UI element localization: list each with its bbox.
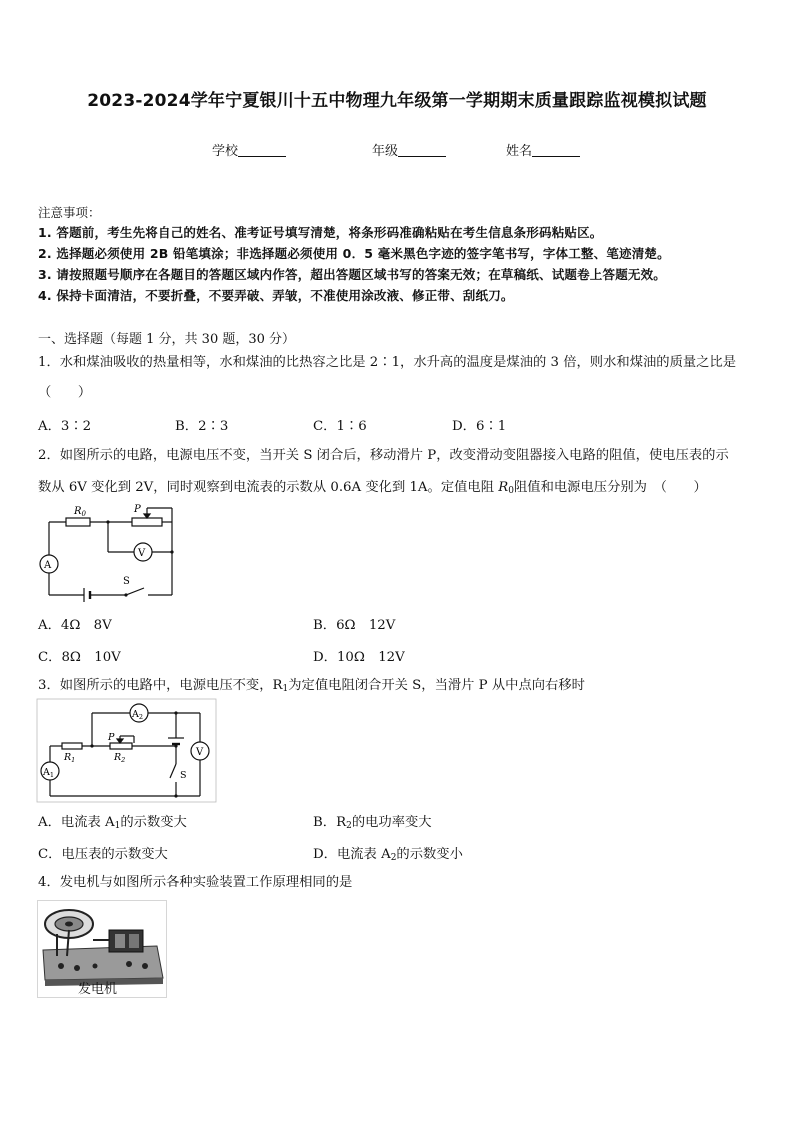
q1-option-c: C．1∶6 <box>313 419 367 434</box>
generator-image <box>37 900 167 998</box>
q1-option-b: B．2∶3 <box>175 419 229 434</box>
q3-circuit-diagram <box>36 698 218 804</box>
note-item: 2. 选择题必须使用 2B 铅笔填涂；非选择题必须使用 0．5 毫米黑色字迹的签字笔书写，字体工整、笔迹清楚。 <box>38 246 670 261</box>
q2-stem-line2: 数从 6V 变化到 2V，同时观察到电流表的示数从 0.6A 变化到 1A。定值电阻 $R_0$阻值和电源电压分别为 （ ） <box>38 480 707 496</box>
q3-switch-label: S <box>180 770 187 781</box>
name-field: 姓名 <box>506 140 580 159</box>
note-item: 4. 保持卡面清洁，不要折叠，不要弄破、弄皱，不准使用涂改液、修正带、刮纸刀。 <box>38 288 514 303</box>
q3-stem: 3．如图所示的电路中，电源电压不变，$R_1$为定值电阻闭合开关 S，当滑片 P 从中点向右移时 <box>38 678 585 694</box>
school-field: 学校 <box>212 140 286 159</box>
note-item: 3. 请按照题号顺序在各题目的答题区域内作答，超出答题区域书写的答案无效；在草稿纸、试题卷上答题无效。 <box>38 267 666 282</box>
q2-stem-line1: 2．如图所示的电路，电源电压不变，当开关 S 闭合后，移动滑片 P，改变滑动变阻器接入电路的阻值，使电压表的示 <box>38 448 729 463</box>
grade-field: 年级 <box>372 140 446 159</box>
q1-option-a: A．3∶2 <box>38 419 92 434</box>
q2-r0-label: $R_0$ <box>74 506 86 518</box>
page-title: 2023-2024学年宁夏银川十五中物理九年级第一学期期末质量跟踪监视模拟试题 <box>87 91 707 111</box>
q2-voltmeter-label: V <box>138 548 146 559</box>
q4-stem: 4．发电机与如图所示各种实验装置工作原理相同的是 <box>38 875 353 890</box>
q3-option-c: C．电压表的示数变大 <box>38 847 168 862</box>
notes-heading: 注意事项： <box>38 205 101 220</box>
section-heading: 一、选择题（每题 1 分，共 30 题，30 分） <box>38 332 296 347</box>
q2-ammeter-label: A <box>44 560 52 571</box>
q3-r1-label: $R_1$ <box>64 752 76 764</box>
q1-option-d: D．6∶1 <box>452 419 507 434</box>
q2-switch-label: S <box>123 576 130 587</box>
q2-option-a: A．4Ω 8V <box>38 618 112 633</box>
q1-bracket: （ ） <box>38 385 92 400</box>
q2-circuit-diagram <box>36 500 186 608</box>
q3-r2-label: $R_2$ <box>114 752 126 764</box>
q3-a1-label: $A_1$ <box>43 767 55 779</box>
q3-a2-label: $A_2$ <box>132 709 144 721</box>
q3-voltmeter-label: V <box>196 747 204 758</box>
q2-option-b: B．6Ω 12V <box>313 618 396 633</box>
generator-caption: 发电机 <box>78 982 118 997</box>
q3-option-b: B．$R_2$的电功率变大 <box>313 815 432 831</box>
q3-option-a: A．电流表 $A_1$的示数变大 <box>38 815 187 831</box>
q2-option-c: C．8Ω 10V <box>38 650 121 665</box>
q3-option-d: D．电流表 $A_2$的示数变小 <box>313 847 463 863</box>
q3-p-label: P <box>108 732 115 743</box>
q2-option-d: D．10Ω 12V <box>313 650 405 665</box>
note-item: 1. 答题前，考生先将自己的姓名、准考证号填写清楚，将条形码准确粘贴在考生信息条形码粘贴区。 <box>38 225 603 240</box>
q1-stem: 1．水和煤油吸收的热量相等，水和煤油的比热容之比是 2∶1，水升高的温度是煤油的 3 倍，则水和煤油的质量之比是 <box>38 355 737 370</box>
q2-p-label: P <box>134 504 141 515</box>
